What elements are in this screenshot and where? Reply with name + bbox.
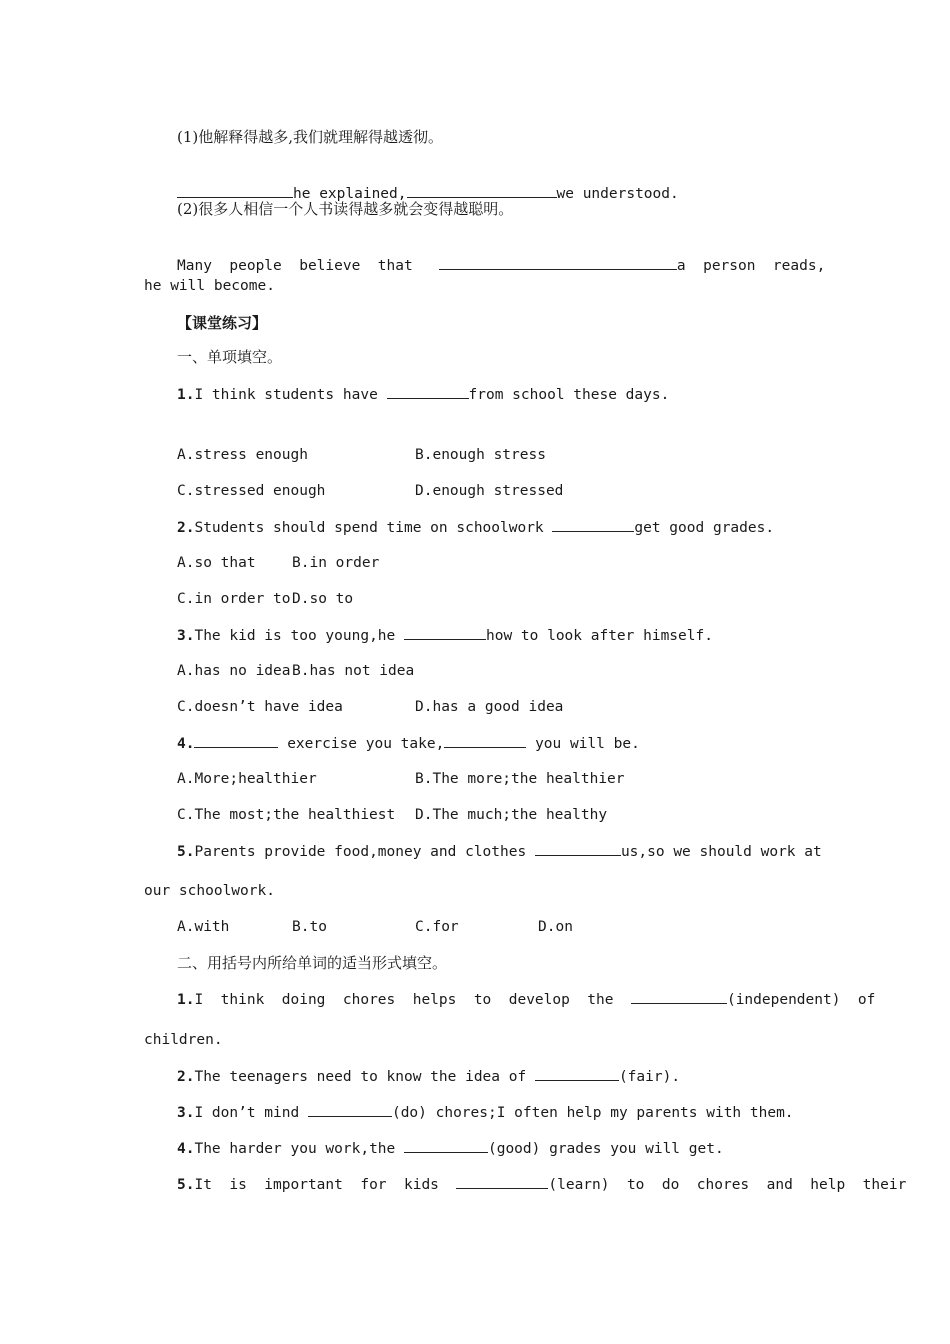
- option[interactable]: A.so that: [177, 555, 256, 571]
- part1-title: 一、单项填空。: [177, 348, 283, 366]
- option[interactable]: B.enough stress: [415, 447, 546, 463]
- question-text: (independent) of: [726, 992, 876, 1008]
- question-number: 3.: [177, 628, 195, 644]
- question-text: (good) grades you will get.: [487, 1141, 724, 1157]
- mc-question-3: [177, 625, 713, 646]
- question-text: The kid is too young,he: [194, 628, 404, 644]
- question-text: Students should spend time on schoolwork: [194, 520, 553, 536]
- answer-blank[interactable]: [439, 255, 677, 270]
- fill-question-1: [177, 989, 875, 1010]
- question-text: I think doing chores helps to develop the: [194, 992, 631, 1008]
- question-number: 1.: [177, 992, 195, 1008]
- option[interactable]: B.in order: [292, 555, 380, 571]
- question-number: 5.: [177, 844, 195, 860]
- answer-blank[interactable]: [404, 1138, 488, 1153]
- option[interactable]: C.in order to: [177, 591, 291, 607]
- question-text: you will be.: [526, 736, 640, 752]
- answer-blank[interactable]: [404, 625, 486, 640]
- question-text: (fair).: [618, 1069, 681, 1085]
- question-text: (do) chores;I often help my parents with them.: [391, 1105, 794, 1121]
- question-number: 3.: [177, 1105, 195, 1121]
- fill-question-5: [177, 1174, 906, 1195]
- option[interactable]: A.with: [177, 919, 230, 935]
- answer-blank[interactable]: [194, 733, 278, 748]
- answer-blank[interactable]: [535, 841, 621, 856]
- answer-blank[interactable]: [552, 517, 634, 532]
- option[interactable]: D.on: [538, 919, 573, 935]
- option[interactable]: C.The most;the healthiest: [177, 807, 396, 823]
- q2-text-b: a person reads,: [676, 258, 826, 274]
- mc-question-2: [177, 517, 774, 538]
- fill-question-4: [177, 1138, 724, 1159]
- q1-english: [177, 163, 679, 204]
- option[interactable]: A.stress enough: [177, 447, 308, 463]
- question-text: The harder you work,the: [194, 1141, 404, 1157]
- answer-blank[interactable]: [177, 183, 293, 198]
- option[interactable]: D.enough stressed: [415, 483, 564, 499]
- answer-blank[interactable]: [631, 989, 727, 1004]
- option[interactable]: D.The much;the healthy: [415, 807, 608, 823]
- option[interactable]: B.The more;the healthier: [415, 771, 625, 787]
- answer-blank[interactable]: [407, 183, 557, 198]
- q2-text-a: Many people believe that: [177, 258, 413, 274]
- q1-chinese: (1)他解释得越多,我们就理解得越透彻。: [177, 128, 444, 146]
- answer-blank[interactable]: [535, 1066, 619, 1081]
- question-text: (learn) to do chores and help their: [548, 1177, 907, 1193]
- option[interactable]: D.so to: [292, 591, 354, 607]
- question-text: how to look after himself.: [485, 628, 713, 644]
- mc-question-1: [177, 384, 669, 405]
- question-text: I don’t mind: [194, 1105, 308, 1121]
- option[interactable]: A.has no idea: [177, 663, 291, 679]
- option[interactable]: A.More;healthier: [177, 771, 317, 787]
- question-text: from school these days.: [468, 387, 670, 403]
- question-number: 4.: [177, 736, 195, 752]
- option[interactable]: D.has a good idea: [415, 699, 564, 715]
- question-text: Parents provide food,money and clothes: [194, 844, 535, 860]
- answer-blank[interactable]: [387, 384, 469, 399]
- q2-chinese: (2)很多人相信一个人书读得越多就会变得越聪明。: [177, 200, 514, 218]
- question-text: It is important for kids: [194, 1177, 457, 1193]
- question-text: exercise you take,: [278, 736, 445, 752]
- q1-text-a: he explained,: [293, 186, 407, 202]
- q1-text-b: we understood.: [556, 186, 679, 202]
- mc-question-4: [177, 733, 640, 754]
- question-text: The teenagers need to know the idea of: [194, 1069, 535, 1085]
- option[interactable]: B.has not idea: [292, 663, 415, 679]
- part2-title: 二、用括号内所给单词的适当形式填空。: [177, 954, 448, 972]
- question-number: 4.: [177, 1141, 195, 1157]
- question-number: 1.: [177, 387, 195, 403]
- question-number: 5.: [177, 1177, 195, 1193]
- fill-question-2: [177, 1066, 680, 1087]
- question-number: 2.: [177, 520, 195, 536]
- option[interactable]: C.stressed enough: [177, 483, 326, 499]
- question-text: us,so we should work at: [620, 844, 822, 860]
- question-text: I think students have: [194, 387, 387, 403]
- answer-blank[interactable]: [444, 733, 526, 748]
- q2-english: [177, 235, 825, 276]
- question-continuation: children.: [144, 1032, 223, 1048]
- answer-blank[interactable]: [308, 1102, 392, 1117]
- question-continuation: our schoolwork.: [144, 883, 275, 899]
- fill-question-3: [177, 1102, 794, 1123]
- section-heading: 【课堂练习】: [177, 314, 268, 332]
- question-number: 2.: [177, 1069, 195, 1085]
- question-text: get good grades.: [634, 520, 775, 536]
- mc-question-5: [177, 841, 822, 862]
- q2-continuation: he will become.: [144, 278, 275, 294]
- answer-blank[interactable]: [456, 1174, 548, 1189]
- option[interactable]: C.for: [415, 919, 459, 935]
- option[interactable]: C.doesn’t have idea: [177, 699, 343, 715]
- option[interactable]: B.to: [292, 919, 327, 935]
